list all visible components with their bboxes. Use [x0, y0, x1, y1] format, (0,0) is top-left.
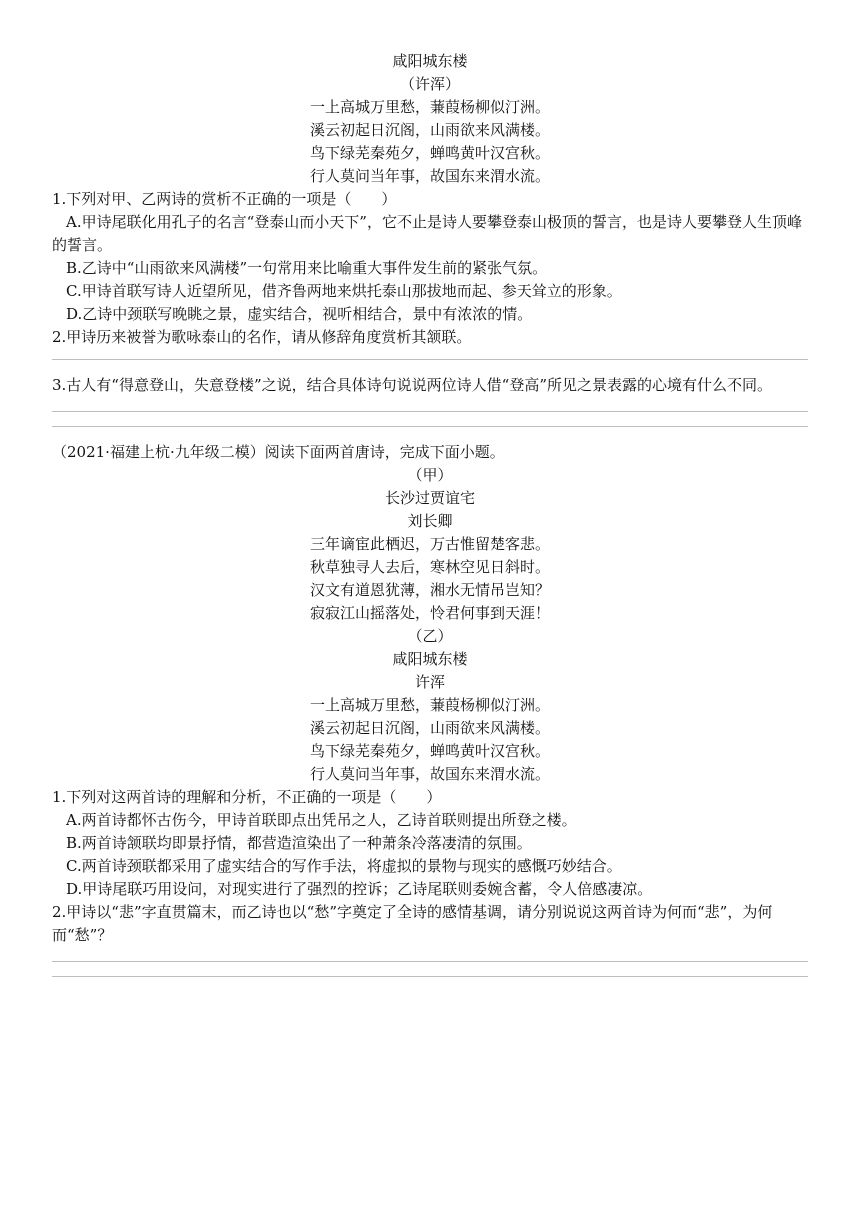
poem-b-line: 行人莫问当年事，故国东来渭水流。: [309, 765, 550, 783]
question-1-stem: 1.下列对这两首诗的理解和分析，不正确的一项是（ ）: [52, 788, 442, 806]
question-1-stem: 1.下列对甲、乙两诗的赏析不正确的一项是（ ）: [52, 190, 397, 208]
poem-b-line: 鸟下绿芜秦苑夕，蝉鸣黄叶汉宫秋。: [309, 742, 550, 760]
answer-line: [52, 976, 808, 977]
option-a: A.甲诗尾联化用孔子的名言“登泰山而小天下”，它不止是诗人要攀登泰山极顶的誓言，也是诗人要攀登人生顶峰的誓言。: [52, 213, 802, 254]
poem-b-marker: （乙）: [407, 627, 453, 645]
poem-a-line: 三年谪宦此栖迟，万古惟留楚客悲。: [309, 535, 550, 553]
answer-line: [52, 359, 808, 360]
poem-b-author: 许浑: [414, 673, 445, 691]
question-2-stem: 2.甲诗历来被誉为歌咏泰山的名作，请从修辞角度赏析其颔联。: [52, 328, 472, 346]
section-intro: （2021·福建上杭·九年级二模）阅读下面两首唐诗，完成下面小题。: [52, 443, 505, 461]
poem-line: 溪云初起日沉阁，山雨欲来风满楼。: [309, 121, 550, 139]
poem-line: 行人莫问当年事，故国东来渭水流。: [309, 167, 550, 185]
poem-a-author: 刘长卿: [407, 512, 453, 530]
poem-a-line: 寂寂江山摇落处，怜君何事到天涯！: [309, 604, 550, 622]
worksheet-page: [52, 50, 808, 991]
poem-author: （许浑）: [399, 75, 460, 93]
option-c: C.甲诗首联写诗人近望所见，借齐鲁两地来烘托泰山那拔地而起、参天耸立的形象。: [66, 282, 622, 300]
poem-b-title: 咸阳城东楼: [392, 650, 468, 668]
poem-b-line: 溪云初起日沉阁，山雨欲来风满楼。: [309, 719, 550, 737]
option-b: B.两首诗颔联均即景抒情，都营造渲染出了一种萧条冷落凄清的氛围。: [66, 834, 532, 852]
poem-a-marker: （甲）: [407, 466, 453, 484]
option-d: D.乙诗中颈联写晚眺之景，虚实结合，视听相结合，景中有浓浓的情。: [66, 305, 533, 323]
answer-line: [52, 426, 808, 427]
poem-a-title: 长沙过贾谊宅: [384, 489, 475, 507]
answer-line: [52, 961, 808, 962]
option-b: B.乙诗中“山雨欲来风满楼”一句常用来比喻重大事件发生前的紧张气氛。: [66, 259, 548, 277]
poem-b-line: 一上高城万里愁，蒹葭杨柳似汀洲。: [309, 696, 550, 714]
question-3-stem: 3.古人有“得意登山，失意登楼”之说，结合具体诗句说说两位诗人借“登高”所见之景表露的心境有什么不同。: [52, 376, 772, 394]
poem-line: 一上高城万里愁，蒹葭杨柳似汀洲。: [309, 98, 550, 116]
poem-a-line: 汉文有道恩犹薄，湘水无情吊岂知？: [309, 581, 550, 599]
answer-line: [52, 411, 808, 412]
poem-title: 咸阳城东楼: [392, 52, 468, 70]
poem-a-line: 秋草独寻人去后，寒林空见日斜时。: [309, 558, 550, 576]
poem-line: 鸟下绿芜秦苑夕，蝉鸣黄叶汉宫秋。: [309, 144, 550, 162]
option-c: C.两首诗颈联都采用了虚实结合的写作手法，将虚拟的景物与现实的感慨巧妙结合。: [66, 857, 622, 875]
question-2-stem: 2.甲诗以“悲”字直贯篇末，而乙诗也以“愁”字奠定了全诗的感情基调，请分别说说这两首诗为何而“悲”，为何而“愁”？: [52, 903, 773, 944]
option-a: A.两首诗都怀古伤今，甲诗首联即点出凭吊之人，乙诗首联则提出所登之楼。: [66, 811, 577, 829]
option-d: D.甲诗尾联巧用设问，对现实进行了强烈的控诉；乙诗尾联则委婉含蓄，令人倍感凄凉。: [66, 880, 653, 898]
